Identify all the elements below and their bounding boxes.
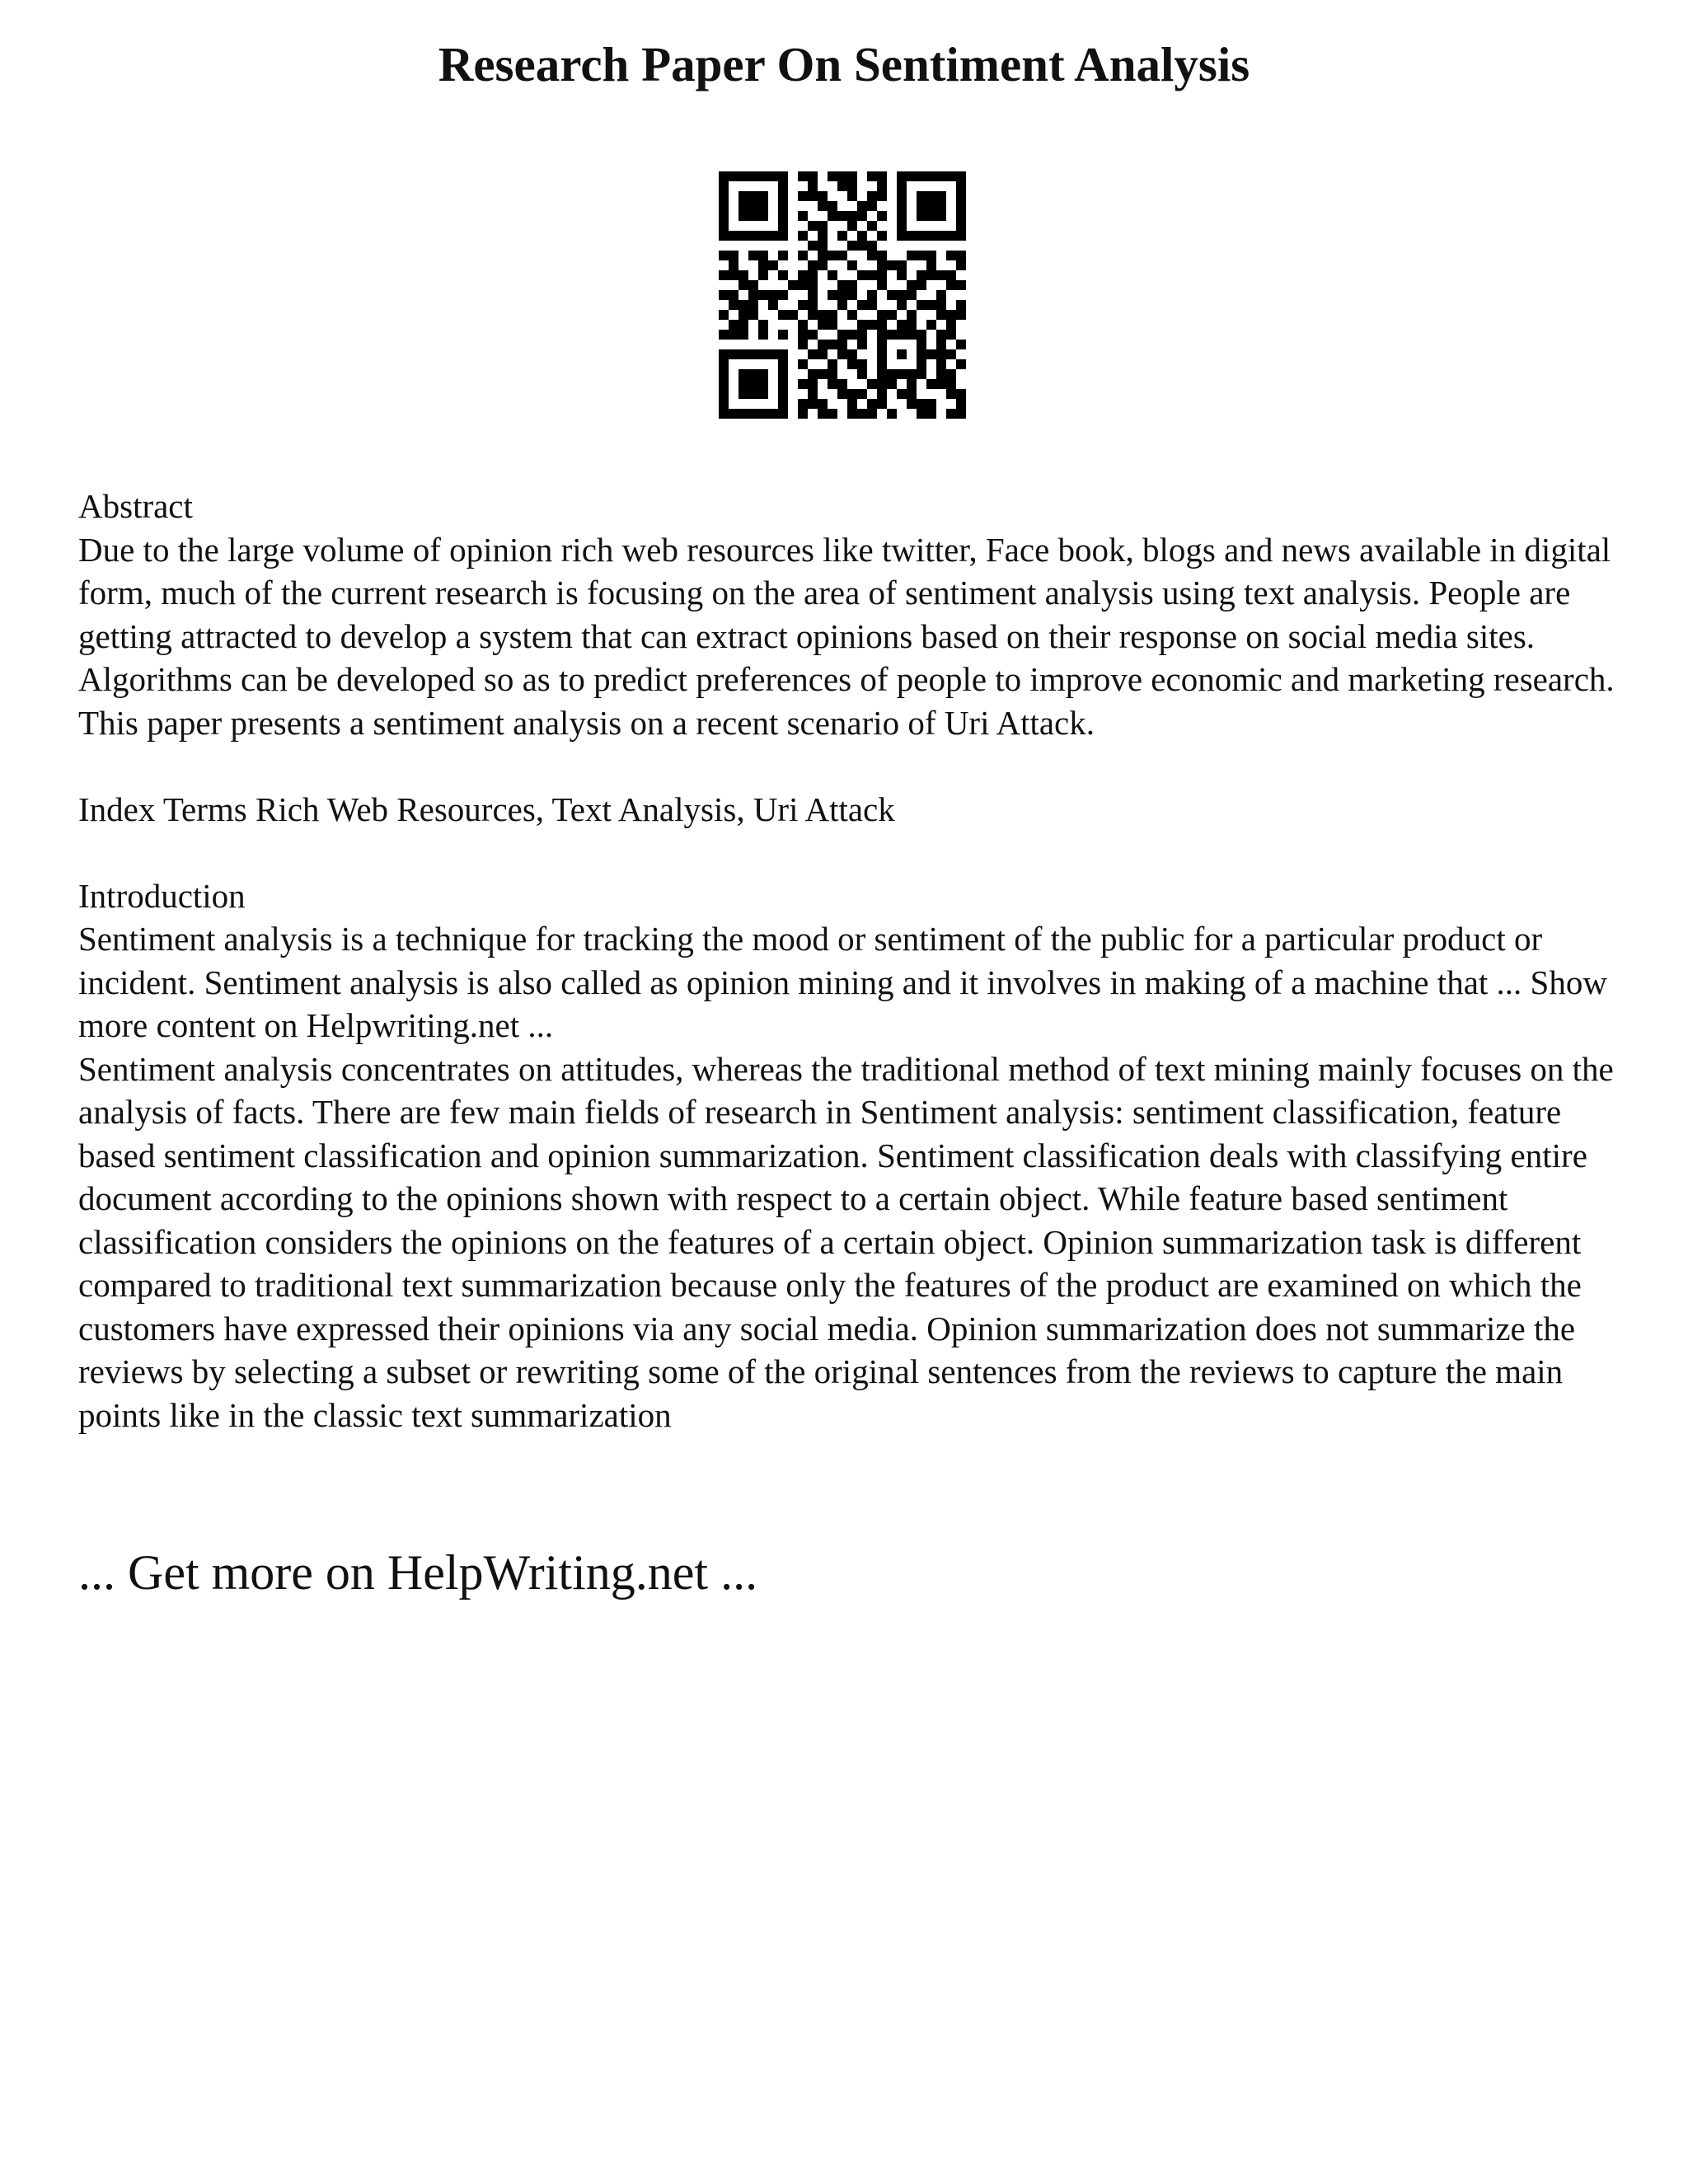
- spacer: [78, 744, 1628, 788]
- document-body: [78, 485, 1628, 1436]
- page-title: Research Paper On Sentiment Analysis: [438, 37, 1250, 91]
- abstract-text: Due to the large volume of opinion rich web resources like twitter, Face book, blogs and news available in digital form, much of the current research is focusing on the area of sentiment analysis using text analysis. People are getting attracted to develop a system that can extract opinions based on their response on social media sites. Algorithms can be developed so as to predict preferences of people to improve economic and marketing research. This paper presents a sentiment analysis on a recent scenario of Uri Attack.: [78, 530, 1615, 742]
- introduction-heading: Introduction: [78, 876, 246, 915]
- get-more-link[interactable]: ... Get more on HelpWriting.net ...: [78, 1545, 758, 1600]
- body-text: Sentiment analysis concentrates on attitudes, whereas the traditional method of text mining mainly focuses on the analysis of facts. There are few main fields of research in Sentiment analysis: sentiment classification, feature based sentiment classification and opinion summarization. Sentiment classification deals with classifying entire document according to the opinions shown with respect to a certain object. While feature based sentiment classification considers the opinions on the features of a certain object. Opinion summarization task is different compared to traditional text summarization because only the features of the product are examined on which the customers have expressed their opinions via any social media. Opinion summarization does not summarize the reviews by selecting a subset or rewriting some of the original sentences from the reviews to capture the main points like in the classic text summarization: [78, 1049, 1614, 1434]
- index-terms: Index Terms Rich Web Resources, Text Analysis, Uri Attack: [78, 790, 895, 828]
- spacer: [78, 831, 1628, 874]
- abstract-heading: Abstract: [78, 487, 193, 525]
- qr-code-icon: [719, 171, 966, 419]
- introduction-text: Sentiment analysis is a technique for tracking the mood or sentiment of the public for a particular product or incident. Sentiment analysis is also called as opinion mining and it involves in making of a machine that ... Show more content on Helpwriting.net ...: [78, 920, 1607, 1044]
